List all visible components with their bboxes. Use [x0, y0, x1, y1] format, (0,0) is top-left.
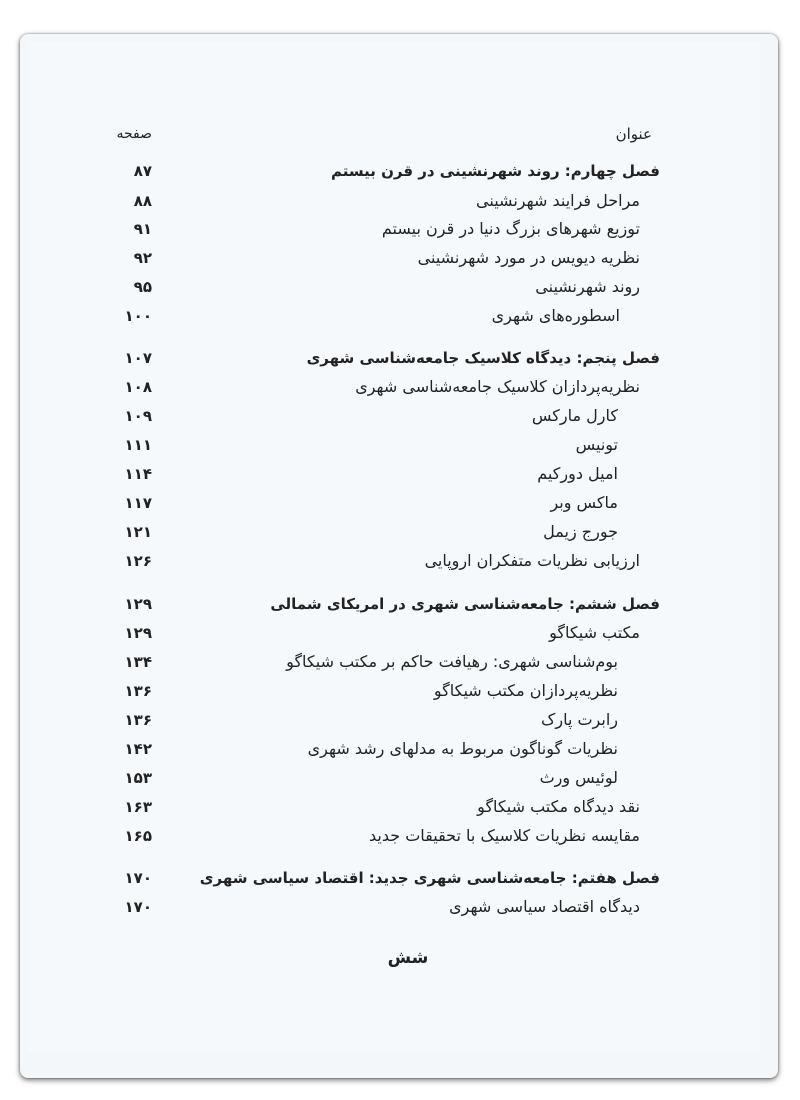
toc-entry-row — [28, 215, 760, 243]
toc-entry-row — [28, 187, 760, 215]
toc-entry-row — [28, 431, 760, 459]
page-number: ۱۱۴ — [124, 465, 152, 483]
entry-title: توزیع شهرهای بزرگ دنیا در قرن بیستم — [381, 219, 640, 238]
page-number: ۸۸ — [133, 192, 152, 210]
page-number: ۱۱۷ — [124, 494, 152, 512]
title-column-header: عنوان — [615, 125, 652, 143]
page-column-header: صفحه — [116, 126, 152, 142]
entry-title: نظریات گوناگون مربوط به مدلهای رشد شهری — [307, 739, 618, 758]
page-number: ۸۷ — [133, 162, 152, 180]
chapter-title: فصل چهارم: روند شهرنشینی در قرن بیستم — [330, 162, 660, 180]
page-number: ۱۲۹ — [124, 595, 152, 613]
scanned-page-card — [20, 34, 778, 1078]
toc-entry-row — [28, 893, 760, 921]
toc-entry-row — [28, 706, 760, 734]
toc-entry-row — [28, 402, 760, 430]
toc-entry-row — [28, 547, 760, 575]
page-number: ۱۲۹ — [124, 624, 152, 642]
page-number: ۱۳۶ — [124, 711, 152, 729]
entry-title: جورج زیمل — [543, 522, 618, 541]
entry-title: بوم‌شناسی شهری: رهیافت حاکم بر مکتب شیکاگو — [286, 652, 618, 671]
entry-title: اسطوره‌های شهری — [491, 306, 620, 325]
entry-title: لوئیس ورث — [539, 768, 618, 787]
toc-entry-row — [28, 244, 760, 272]
entry-title: نظریه دیویس در مورد شهرنشینی — [417, 248, 640, 267]
toc-entry-row — [28, 793, 760, 821]
toc-entry-row — [28, 764, 760, 792]
entry-title: روند شهرنشینی — [535, 277, 640, 296]
toc-entry-row — [28, 302, 760, 330]
toc-entry-row — [28, 822, 760, 850]
entry-title: امیل دورکیم — [537, 464, 618, 483]
page-number-footer: شش — [387, 948, 429, 968]
toc-chapter-row — [28, 157, 760, 185]
toc-entry-row — [28, 735, 760, 763]
toc-entry-row — [28, 677, 760, 705]
entry-title: مراحل فرایند شهرنشینی — [476, 191, 640, 210]
entry-title: تونیس — [575, 435, 618, 454]
toc-header — [28, 120, 760, 148]
entry-title: دیدگاه اقتصاد سیاسی شهری — [449, 897, 640, 916]
page-number: ۱۲۶ — [124, 552, 152, 570]
chapter-title: فصل پنجم: دیدگاه کلاسیک جامعه‌شناسی شهری — [306, 349, 660, 367]
toc-entry-row — [28, 373, 760, 401]
page-number: ۱۶۳ — [124, 798, 152, 816]
chapter-title: فصل هفتم: جامعه‌شناسی شهری جدید: اقتصاد سیاسی شهری — [199, 869, 660, 887]
page-number: ۱۳۴ — [124, 653, 152, 671]
page-number: ۹۲ — [133, 249, 152, 267]
toc-entry-row — [28, 489, 760, 517]
toc-entry-row — [28, 273, 760, 301]
page-number: ۱۰۹ — [124, 407, 152, 425]
page-number: ۹۱ — [133, 220, 152, 238]
entry-title: نقد دیدگاه مکتب شیکاگو — [477, 797, 640, 816]
toc-entry-row — [28, 460, 760, 488]
toc-chapter-row — [28, 590, 760, 618]
page-number: ۱۳۶ — [124, 682, 152, 700]
page-number: ۱۱۱ — [124, 436, 152, 454]
entry-title: نظریه‌پردازان مکتب شیکاگو — [433, 681, 618, 700]
page-number: ۱۰۷ — [124, 349, 152, 367]
entry-title: کارل مارکس — [531, 406, 618, 425]
page-number: ۱۷۰ — [124, 898, 152, 916]
entry-title: مکتب شیکاگو — [549, 623, 640, 642]
table-of-contents — [28, 42, 760, 1052]
entry-title: ارزیابی نظریات متفکران اروپایی — [424, 551, 640, 570]
chapter-title: فصل ششم: جامعه‌شناسی شهری در امریکای شمالی — [270, 595, 660, 613]
page-number: ۱۲۱ — [124, 523, 152, 541]
book-page — [28, 42, 760, 1052]
entry-title: ماکس وبر — [550, 493, 618, 512]
page-number: ۹۵ — [133, 278, 152, 296]
toc-entry-row — [28, 648, 760, 676]
entry-title: مقایسه نظریات کلاسیک با تحقیقات جدید — [369, 826, 640, 845]
toc-chapter-row — [28, 864, 760, 892]
page-number: ۱۷۰ — [124, 869, 152, 887]
page-number: ۱۰۸ — [124, 378, 152, 396]
page-number: ۱۶۵ — [124, 827, 152, 845]
page-number: ۱۰۰ — [124, 307, 152, 325]
page-number: ۱۴۲ — [124, 740, 152, 758]
entry-title: رابرت پارک — [541, 710, 618, 729]
toc-chapter-row — [28, 344, 760, 372]
entry-title: نظریه‌پردازان کلاسیک جامعه‌شناسی شهری — [355, 377, 640, 396]
toc-entry-row — [28, 518, 760, 546]
toc-entry-row — [28, 619, 760, 647]
page-number: ۱۵۳ — [124, 769, 152, 787]
